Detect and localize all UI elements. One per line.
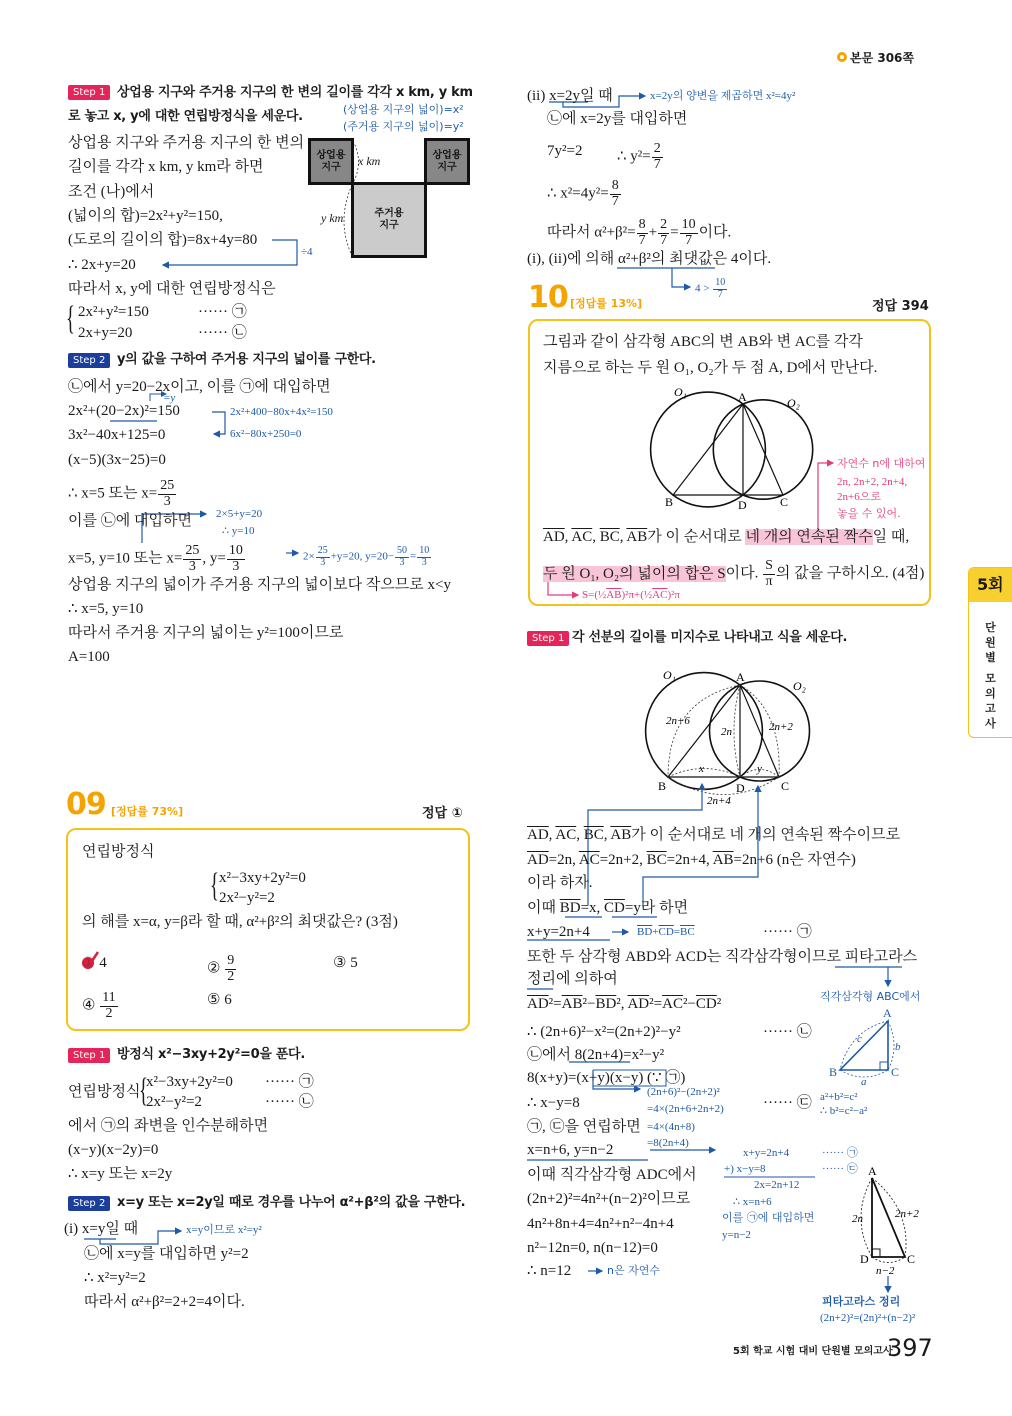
label-ac: 2n+2 bbox=[895, 1208, 919, 1220]
system-note: y=n−2 bbox=[722, 1229, 751, 1241]
step1-title: 각 선분의 길이를 미지수로 나타내고 식을 세운다. bbox=[572, 630, 848, 645]
equation: (x−5)(3x−25)=0 bbox=[68, 452, 166, 468]
calc-note: =4×(2n+6+2n+2) bbox=[647, 1103, 724, 1115]
equation: ∴ x=5 또는 x= $\frac{25}{3}$ bbox=[68, 478, 175, 509]
divide-note: ÷4 bbox=[301, 246, 313, 258]
equation: 4n²+8n+4=4n²+n²−4n+4 bbox=[527, 1216, 674, 1232]
question-text: $\overline{AD}$, $\overline{AC}$, $\overline{BC}$, $\overline{AB}$가 이 순서대로 네 개의 연속된 짝수일 때, bbox=[543, 529, 910, 545]
system-note: ∴ x=n+6 bbox=[733, 1196, 772, 1208]
text-line: ㉡에 x=y를 대입하면 y²=2 bbox=[84, 1246, 249, 1262]
label-d: D bbox=[738, 498, 747, 512]
fraction: $\frac{25}{3}$ bbox=[160, 478, 175, 509]
text-line: ㉡에서 y=20−2x이고, 이를 ㉠에 대입하면 bbox=[68, 379, 331, 395]
equation: ∴ y²= $\frac{2}{7}$ bbox=[617, 141, 661, 172]
commercial-zone-square: 상업용 지구 bbox=[424, 138, 470, 185]
label-a: A bbox=[736, 670, 745, 684]
case-heading: (i) x=y일 때 bbox=[64, 1221, 139, 1237]
system-note: ······ ㉠ bbox=[822, 1147, 858, 1159]
case-heading: (ii) x=2y일 때 bbox=[527, 88, 613, 104]
y-km-label: y km bbox=[321, 211, 344, 225]
step2-title: y의 값을 구하여 주거용 지구의 넓이를 구한다. bbox=[117, 352, 376, 367]
x-km-label: x km bbox=[358, 154, 381, 168]
label-dc: y bbox=[757, 763, 762, 775]
text-line: (넓이의 합)=2x²+y²=150, bbox=[68, 208, 223, 224]
pink-note: 2n, 2n+2, 2n+4, bbox=[837, 476, 908, 488]
note: n은 자연수 bbox=[607, 1264, 660, 1277]
text-line: ∴ 2x+y=20 bbox=[68, 257, 136, 273]
text-line: 상업용 지구와 주거용 지구의 한 변의 bbox=[68, 135, 305, 151]
text-line: 따라서 주거용 지구의 넓이는 y²=100이므로 bbox=[68, 625, 344, 641]
text-line: ∴ x²=y²=2 bbox=[84, 1270, 146, 1286]
problem-number: 09 bbox=[66, 787, 106, 822]
equation: ∴ n=12 bbox=[527, 1263, 572, 1279]
label-b: B bbox=[829, 1065, 838, 1079]
question-text: 지름으로 하는 두 원 O₁, O₂가 두 점 A, D에서 만난다. bbox=[543, 360, 878, 376]
label-o2: O₂ bbox=[787, 396, 800, 410]
equation-tag: ······ ㉢ bbox=[763, 1095, 812, 1111]
label-side-c: c bbox=[857, 1033, 862, 1045]
question-text: 연립방정식 bbox=[82, 844, 155, 860]
calc-note: =4×(4n+8) bbox=[647, 1121, 695, 1133]
text-line: 상업용 지구의 넓이가 주거용 지구의 넓이보다 작으므로 x<y bbox=[68, 577, 451, 593]
label-side-b: b bbox=[895, 1041, 901, 1053]
pyth-eq: ∴ b²=c²−a² bbox=[820, 1105, 868, 1117]
pink-note: 놓을 수 있어. bbox=[837, 507, 901, 520]
answer-line: A=100 bbox=[68, 649, 110, 665]
note: ∴ y=10 bbox=[222, 525, 255, 537]
note: =y bbox=[163, 392, 176, 404]
label-b: B bbox=[665, 495, 674, 509]
label-c: C bbox=[891, 1065, 900, 1079]
label-b: B bbox=[658, 779, 667, 793]
system-note: 이를 ㉠에 대입하면 bbox=[722, 1211, 815, 1224]
label-d: D bbox=[860, 1252, 869, 1266]
correct-rate: [정답률 13%] bbox=[570, 297, 643, 310]
text-line: 이때 $\overline{BD}=x$, $\overline{CD}=y$라 하면 bbox=[527, 900, 689, 916]
text-line: 길이를 각각 x km, y km라 하면 bbox=[68, 159, 264, 175]
equation: 7y²=2 bbox=[547, 143, 583, 159]
tab-vertical-label: 단 원 별 모 의 고 사 bbox=[985, 621, 996, 730]
step2-badge: Step 2 bbox=[68, 353, 110, 368]
area-formula: $S=(\frac{1}{2}\overline{AB})^2\pi+(\frac{1}{2}\overline{AC})^2\pi$ bbox=[582, 589, 680, 601]
equation: (x−y)(x−2y)=0 bbox=[68, 1142, 159, 1158]
label-ad: 2n bbox=[721, 726, 732, 738]
label-bc: 2n+4 bbox=[707, 795, 731, 807]
choice-5[interactable]: ⑤ 6 bbox=[207, 992, 232, 1008]
label-d: D bbox=[736, 781, 745, 795]
equation: 8(x+y)=(x+y)(x−y) (∵ ㉠) bbox=[527, 1070, 686, 1086]
system-note: +) x−y=8 bbox=[724, 1163, 766, 1175]
text-line: ㉡에 x=2y를 대입하면 bbox=[547, 111, 688, 127]
calc-note: =8(2n+4) bbox=[647, 1137, 689, 1149]
choice-3[interactable]: ③ 5 bbox=[333, 955, 358, 971]
highlight: 네 개의 연속된 짝수 bbox=[745, 529, 873, 545]
equation: ∴ (2n+6)²−x²=(2n+2)²−y² bbox=[527, 1024, 681, 1040]
label-a: A bbox=[738, 390, 747, 404]
label-dc: n−2 bbox=[876, 1265, 895, 1277]
chapter-side-tab[interactable] bbox=[968, 567, 1012, 738]
commercial-zone-square: 상업용 지구 bbox=[308, 138, 354, 185]
pink-note: 자연수 n에 대하여 bbox=[837, 457, 926, 470]
step2-title: x=y 또는 x=2y일 때로 경우를 나누어 α²+β²의 값을 구한다. bbox=[117, 1195, 466, 1210]
equation: x+y=2n+4 bbox=[527, 924, 590, 940]
pink-note: 2n+6으로 bbox=[837, 491, 881, 503]
label-c: C bbox=[781, 779, 790, 793]
answer-label: 정답 394 bbox=[872, 299, 929, 314]
note: $\overline{BD}+\overline{CD}=\overline{BC}$ bbox=[637, 926, 695, 938]
text-line: 이라 하자. bbox=[527, 875, 593, 891]
note-title: 직각삼각형 ABC에서 bbox=[820, 990, 921, 1003]
equation-tag: ······ ㉠ bbox=[198, 304, 247, 320]
system-brace: { bbox=[139, 1072, 148, 1109]
choice-1[interactable]: ① 4 bbox=[82, 955, 107, 971]
question-text: 의 해를 x=α, y=β라 할 때, α²+β²의 최댓값은? (3점) bbox=[82, 914, 398, 930]
equation: x²−3xy+2y²=0 bbox=[219, 870, 306, 886]
equation: n²−12n=0, n(n−12)=0 bbox=[527, 1240, 658, 1256]
system-brace: { bbox=[210, 867, 219, 904]
pyth-eq: (2n+2)²=(2n)²+(n−2)² bbox=[820, 1312, 916, 1324]
choice-4[interactable]: ④ $\frac{11}{2}$ bbox=[82, 990, 116, 1021]
equation-tag: ······ ㉡ bbox=[763, 1024, 812, 1040]
note-title: 피타고라스 정리 bbox=[822, 1295, 901, 1308]
step1-title: 상업용 지구와 주거용 지구의 한 변의 길이를 각각 x km, y km bbox=[117, 85, 473, 100]
text-line: 이때 직각삼각형 ADC에서 bbox=[527, 1167, 697, 1183]
answer-label: 정답 ① bbox=[422, 806, 463, 821]
equation: x=n+6, y=n−2 bbox=[527, 1142, 614, 1158]
label-ab: 2n+6 bbox=[666, 715, 690, 727]
label-side-a: a bbox=[861, 1076, 867, 1088]
text-line: 이를 ㉡에 대입하면 bbox=[68, 513, 192, 529]
label-o1: O₁ bbox=[663, 668, 676, 682]
label-c: C bbox=[780, 495, 789, 509]
system-note: x+y=2n+4 bbox=[743, 1147, 790, 1159]
text-line: ∴ x=5, y=10 bbox=[68, 601, 144, 617]
page-reference: 본문 306쪽 bbox=[850, 51, 915, 65]
text-line: 정리에 의하여 bbox=[527, 971, 618, 987]
equation: 2x+y=20 bbox=[78, 325, 133, 341]
text-line: 따라서 α²+β²=2+2=4이다. bbox=[84, 1294, 245, 1310]
equation-tag: ······ ㉠ bbox=[265, 1074, 314, 1090]
label-ad: 2n bbox=[852, 1213, 863, 1225]
step1-badge: Step 1 bbox=[527, 631, 569, 646]
right-triangle-adc bbox=[861, 1178, 906, 1263]
equation: x=5, y=10 또는 x= $\frac{25}{3}$ , y= $\frac{10}{3}$ bbox=[68, 543, 243, 574]
equation: 따라서 α²+β²= $\frac{8}{7}$ + $\frac{2}{7}$ = $\frac{10}{7}$ 이다. bbox=[547, 217, 732, 248]
area-note: (주거용 지구의 넓이)=y² bbox=[343, 120, 464, 133]
step1-title-cont: 로 놓고 x, y에 대한 연립방정식을 세운다. bbox=[68, 109, 303, 124]
equation: 2x²−y²=2 bbox=[219, 890, 275, 906]
area-note: (상업용 지구의 넓이)=x² bbox=[343, 103, 464, 116]
note: 6x²−80x+250=0 bbox=[230, 428, 302, 440]
text-line: $\overline{AD}$, $\overline{AC}$, $\overline{BC}$, $\overline{AB}$가 이 순서대로 네 개의 연속된 짝수이므로 bbox=[527, 827, 901, 843]
label-a: A bbox=[883, 1006, 892, 1020]
equation: ㉡에서 8(2n+4)=x²−y² bbox=[527, 1047, 665, 1063]
note: 2x²+400−80x+4x²=150 bbox=[230, 406, 333, 418]
simplify-bracket bbox=[212, 412, 225, 434]
note: 4 > $\frac{10}{7}$ bbox=[695, 277, 726, 300]
equation: 3x²−40x+125=0 bbox=[68, 427, 166, 443]
page-number: 397 bbox=[887, 1334, 933, 1362]
note: x=y이므로 x²=y² bbox=[186, 1224, 262, 1236]
question-text: 두 원 O₁, O₂의 넓이의 합은 S이다. $\frac{S}{\pi}$ 의 값을 구하시오. (4점) bbox=[543, 558, 925, 589]
footer-title: 5회 학교 시험 대비 단원별 모의고사 bbox=[733, 1346, 893, 1357]
equation: ∴ x−y=8 bbox=[527, 1095, 580, 1111]
equation: 2x²+y²=150 bbox=[78, 304, 149, 320]
problem-number: 10 bbox=[528, 280, 568, 315]
cd-connector bbox=[643, 786, 758, 905]
highlight: 두 원 O₁, O₂의 넓이의 합은 S bbox=[543, 565, 726, 582]
calc-note: (2n+6)²−(2n+2)² bbox=[647, 1086, 720, 1098]
residential-zone-square: 주거용 지구 bbox=[351, 182, 427, 258]
equation: (2n+2)²=4n²+(n−2)²이므로 bbox=[527, 1191, 691, 1207]
text-line: 에서 ㉠의 좌변을 인수분해하면 bbox=[68, 1118, 269, 1134]
step2-badge: Step 2 bbox=[68, 1196, 110, 1211]
note-connector bbox=[672, 268, 690, 287]
label-c: C bbox=[907, 1252, 916, 1266]
text-line: 조건 (나)에서 bbox=[68, 184, 155, 200]
equation: $\overline{AD}^2=\overline{AB}^2-\overline{BD}^2$, $\overline{AD}^2=\overline{AC}^2-\overline{CD}^2$ bbox=[527, 996, 722, 1012]
choice-2[interactable]: ② $\frac{9}{2}$ bbox=[207, 953, 235, 984]
right-triangle-abc bbox=[840, 1021, 894, 1077]
label-o1: O₁ bbox=[674, 385, 687, 399]
note: 2×5+y=20 bbox=[216, 508, 263, 520]
text-line: ㉠, ㉢을 연립하면 bbox=[527, 1119, 641, 1135]
step1-badge: Step 1 bbox=[68, 1048, 110, 1063]
text-line: $\overline{AD}=2n$, $\overline{AC}=2n+2$, $\overline{BC}=2n+4$, $\overline{AB}=2n+6$ (n은 자연수) bbox=[527, 852, 856, 868]
equation: ∴ x²=4y²= $\frac{8}{7}$ bbox=[547, 178, 619, 209]
label: 연립방정식 bbox=[68, 1084, 141, 1100]
text-line: 또한 두 삼각형 ABD와 ACD는 직각삼각형이므로 피타고라스 bbox=[527, 949, 918, 965]
conclusion: (i), (ii)에 의해 α²+β²의 최댓값은 4이다. bbox=[527, 251, 772, 267]
round-label: 5회 bbox=[969, 568, 1012, 602]
step1-title: 방정식 x²−3xy+2y²=0을 푼다. bbox=[117, 1047, 305, 1062]
equation: 2x²−y²=2 bbox=[146, 1094, 202, 1110]
label-o2: O₂ bbox=[793, 679, 806, 693]
system-note: ······ ㉢ bbox=[822, 1163, 858, 1175]
note: x=2y의 양변을 제곱하면 x²=4y² bbox=[650, 90, 796, 102]
text-line: (도로의 길이의 합)=8x+4y=80 bbox=[68, 232, 258, 248]
note: 2× $\frac{25}{3}$ +y=20, y=20− $\frac{50}{3}$ = $\frac{10}{3}$ bbox=[303, 545, 430, 568]
text-line: 따라서 x, y에 대한 연립방정식은 bbox=[68, 281, 276, 297]
equation: ∴ x=y 또는 x=2y bbox=[68, 1166, 173, 1182]
system-brace: { bbox=[66, 300, 75, 337]
label-bd: x bbox=[699, 763, 704, 775]
system-note: 2x=2n+12 bbox=[754, 1179, 800, 1191]
bd-connector bbox=[588, 784, 702, 905]
label-ac: 2n+2 bbox=[769, 721, 793, 733]
equation: x²−3xy+2y²=0 bbox=[146, 1074, 233, 1090]
equation-tag: ······ ㉡ bbox=[265, 1094, 314, 1110]
question-text: 그림과 같이 삼각형 ABC의 변 AB와 변 AC를 각각 bbox=[543, 334, 863, 350]
label-a: A bbox=[868, 1164, 877, 1178]
equation-tag: ······ ㉡ bbox=[198, 325, 247, 341]
equation: 2x²+(20−2x)²=150 bbox=[68, 403, 180, 419]
pyth-eq: a²+b²=c² bbox=[820, 1091, 858, 1103]
step1-badge: Step 1 bbox=[68, 85, 110, 100]
equation-tag: ······ ㉠ bbox=[763, 924, 812, 940]
correct-rate: [정답률 73%] bbox=[111, 805, 184, 818]
